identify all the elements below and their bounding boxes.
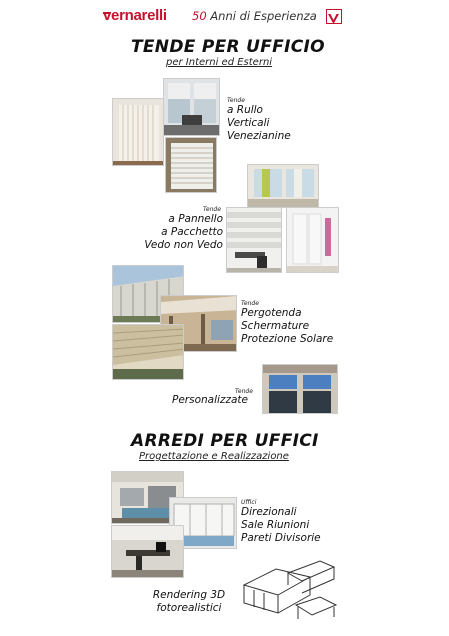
- photo-pacchetto-curtains: [226, 207, 282, 273]
- photo-executive-office: [111, 525, 184, 578]
- group2-line1: a Pannello: [168, 213, 223, 225]
- group3-small: Tende: [241, 300, 259, 307]
- photo-panel-curtains: [247, 164, 319, 208]
- arredi-subtitle: Progettazione e Realizzazione: [139, 451, 289, 462]
- rendering-line2: fotorealistici: [156, 602, 222, 614]
- rendering-line1: Rendering 3D: [152, 589, 226, 601]
- arredi-text: [241, 506, 321, 545]
- photo-vertical-blinds: [112, 98, 164, 166]
- group1-small: Tende: [227, 97, 245, 104]
- anni-number: 50: [192, 9, 207, 23]
- group3-line3: Protezione Solare: [241, 333, 334, 345]
- group3-line2: Schermature: [241, 320, 310, 332]
- photo-protezione-solare: [112, 324, 184, 380]
- group4-line1: Personalizzate: [172, 394, 248, 406]
- photo-roller-blinds: [163, 78, 220, 136]
- arredi-small: Uffici: [241, 499, 257, 506]
- rendering-3d-sketch: [236, 555, 342, 624]
- anni-text: Anni di Esperienza: [210, 9, 317, 23]
- arredi-line2: Sale Riunioni: [241, 519, 310, 531]
- group3-text: [241, 307, 333, 346]
- anni-tagline: [192, 9, 317, 23]
- group2-line3: Vedo non Vedo: [144, 239, 223, 251]
- group2-small: Tende: [203, 206, 221, 213]
- group1-line3: Venezianine: [227, 130, 291, 142]
- arredi-title: ARREDI PER UFFICI: [131, 431, 319, 451]
- tende-subtitle: per Interni ed Esterni: [166, 57, 273, 68]
- group1-line1: a Rullo: [227, 104, 263, 116]
- group3-line1: Pergotenda: [241, 307, 302, 319]
- photo-personalizzate-storefront: [262, 364, 338, 414]
- group1-line2: Verticali: [227, 117, 270, 129]
- group4-text: [172, 394, 248, 407]
- arredi-line1: Direzionali: [241, 506, 297, 518]
- v-logo-icon: [326, 9, 342, 24]
- tende-title: TENDE PER UFFICIO: [131, 37, 325, 57]
- group2-text: [132, 213, 223, 252]
- group2-line2: a Pacchetto: [161, 226, 223, 238]
- rendering-text: [146, 589, 232, 615]
- arredi-line3: Pareti Divisorie: [241, 532, 321, 544]
- photo-vedo-non-vedo: [286, 207, 339, 273]
- group1-text: [227, 104, 291, 143]
- photo-venetian-blinds: [165, 137, 217, 193]
- group4-small: Tende: [235, 388, 253, 395]
- brand-logo-text: vernarelli: [103, 7, 167, 24]
